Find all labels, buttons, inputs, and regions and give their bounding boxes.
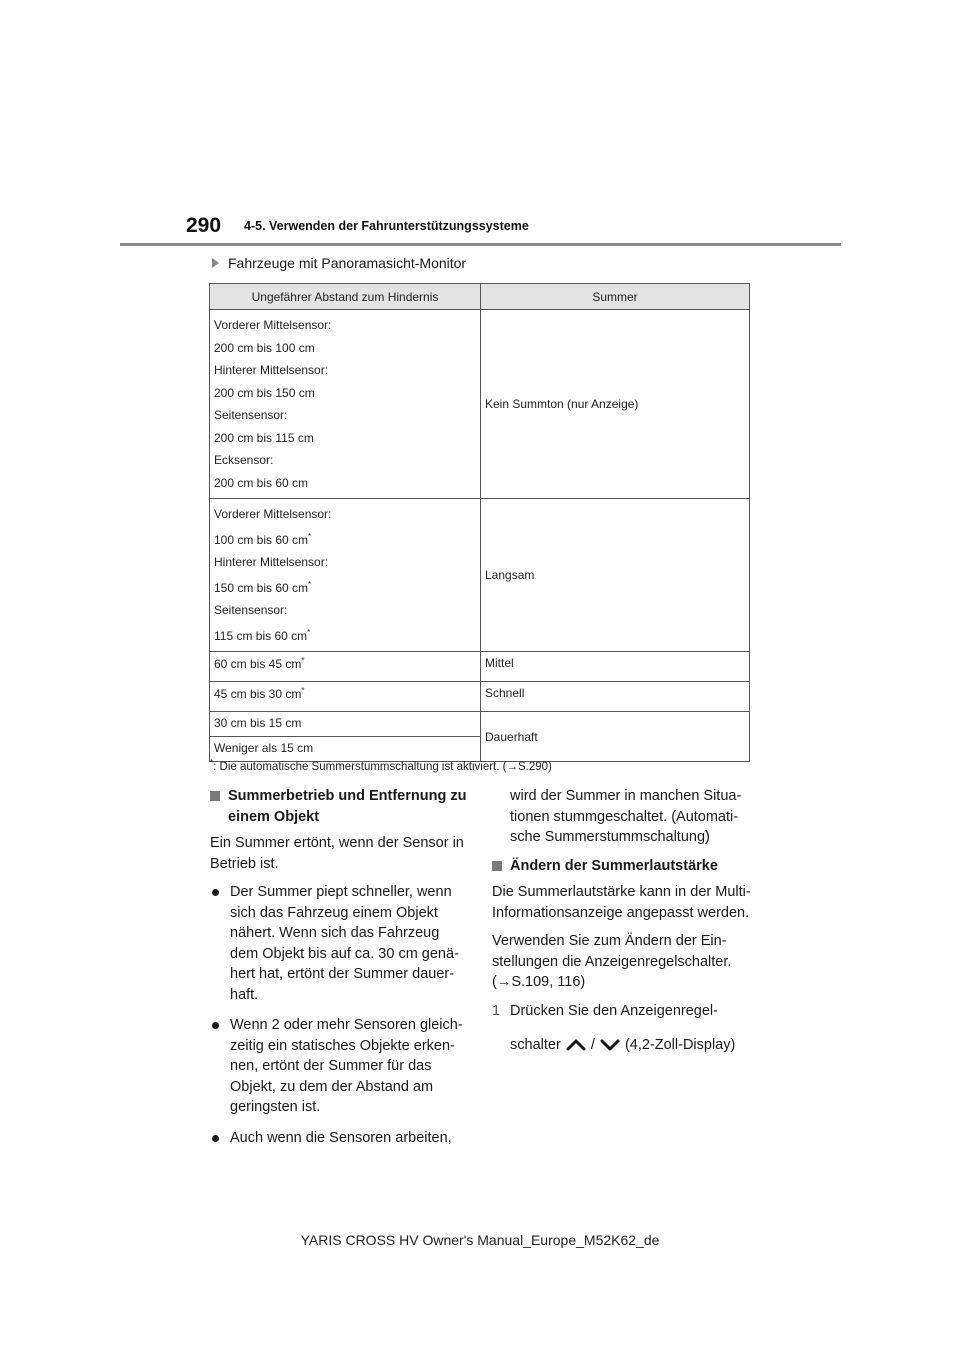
bullet-dot-icon	[212, 1022, 219, 1029]
chevron-up-icon	[565, 1038, 587, 1052]
cell-line: Vorderer Mittelsensor:	[214, 318, 332, 332]
table-header-buzzer: Summer	[481, 284, 750, 310]
triangle-marker-icon	[212, 258, 219, 268]
list-item	[210, 1128, 470, 1149]
distance-value: 60 cm bis 45 cm	[214, 657, 302, 671]
cell-line	[214, 574, 476, 600]
list-item	[210, 882, 470, 1005]
subheading-text: Fahrzeuge mit Panoramasicht-Monitor	[228, 255, 467, 271]
footnote-text: : Die automatische Summerstummschaltung ist aktiviert. (	[213, 760, 507, 773]
table-cell-distance: Weniger als 15 cm	[210, 737, 481, 762]
table-cell-buzzer: Kein Summton (nur Anzeige)	[481, 310, 750, 499]
square-bullet-icon	[492, 861, 502, 871]
table-cell-buzzer: Schnell	[481, 682, 750, 712]
list-item-text: Auch wenn die Sensoren arbeiten,	[230, 1129, 452, 1146]
footnote-reference: S.290)	[517, 760, 552, 773]
section-title: 4-5. Verwenden der Fahrunterstützungssysteme	[244, 219, 529, 233]
footnote-marker: *	[301, 656, 305, 665]
table-cell-distance	[210, 310, 481, 499]
table-footnote	[210, 758, 552, 773]
step-text: (4,2-Zoll-Display)	[624, 1037, 736, 1053]
bullet-dot-icon	[212, 1135, 219, 1142]
cell-line: 200 cm bis 115 cm	[214, 430, 314, 445]
table-row	[210, 310, 750, 499]
list-item	[210, 1015, 470, 1118]
cell-line: Hinterer Mittelsensor:	[214, 555, 329, 569]
heading-buzzer-volume	[492, 856, 752, 877]
distance-buzzer-table	[209, 283, 750, 762]
table-row	[210, 652, 750, 682]
table-cell-buzzer: Langsam	[481, 499, 750, 652]
table-header-row	[210, 284, 750, 310]
step-item	[492, 1001, 752, 1056]
cell-line: Ecksensor:	[214, 453, 274, 467]
distance-value: 45 cm bis 30 cm	[214, 687, 302, 701]
header-divider	[120, 243, 841, 246]
left-column	[210, 786, 470, 1158]
chevron-down-icon	[599, 1038, 621, 1052]
cell-line: Seitensensor:	[214, 408, 288, 422]
step-text: Drücken Sie den Anzeigenregel-	[510, 1002, 718, 1019]
page-reference: S.109, 116)	[511, 974, 586, 990]
table-row	[210, 712, 750, 737]
heading-buzzer-operation	[210, 786, 470, 827]
paragraph: Verwenden Sie zum Ändern der Ein-stellungen die Anzeigenregelschalter. (→S.109, 116)	[492, 933, 732, 990]
table-header-distance: Ungefährer Abstand zum Hindernis	[210, 284, 481, 310]
list-item-text: Der Summer piept schneller, wenn sich das Fahrzeug einem Objekt nähert. Wenn sich das Fahrzeug dem Objekt bis auf ca. 30 cm genä-hert hat, ertönt der Summer dauer-haft.	[230, 884, 459, 1003]
list-item-text: Wenn 2 oder mehr Sensoren gleich-zeitig ein statisches Objekte erken-nen, ertönt der Summer für das Objekt, zu dem der Abstand am geringsten ist.	[230, 1017, 463, 1115]
cell-line	[214, 526, 476, 552]
step-text-line	[510, 1035, 735, 1056]
heading-text: Summerbetrieb und Entfernung zu einem Objekt	[228, 788, 467, 825]
bullet-dot-icon	[212, 889, 219, 896]
distance-value: 115 cm bis 60 cm	[214, 628, 308, 643]
cell-line	[214, 622, 476, 648]
subheading	[212, 255, 466, 271]
page-footer: YARIS CROSS HV Owner's Manual_Europe_M52K62_de	[300, 1232, 660, 1248]
table-cell-distance: 30 cm bis 15 cm	[210, 712, 481, 737]
page-number: 290	[186, 214, 222, 237]
table-cell-distance	[210, 499, 481, 652]
paragraph: Die Summerlautstärke kann in der Multi-Informationsanzeige angepasst werden.	[492, 884, 751, 921]
cell-line: Seitensensor:	[214, 603, 288, 617]
footnote-marker: *	[308, 531, 312, 541]
distance-value: 150 cm bis 60 cm	[214, 580, 309, 595]
reference-arrow-icon: →	[506, 760, 518, 773]
step-content	[510, 1001, 735, 1056]
heading-text: Ändern der Summerlautstärke	[510, 857, 718, 874]
footnote-marker: *	[307, 627, 311, 637]
separator: /	[590, 1037, 595, 1053]
cell-line: Hinterer Mittelsensor:	[214, 363, 329, 377]
step-text: schalter	[510, 1037, 561, 1053]
footnote-marker: *	[308, 579, 312, 589]
right-column	[492, 786, 752, 1056]
paragraph: Ein Summer ertönt, wenn der Sensor in Betrieb ist.	[210, 835, 464, 872]
distance-value: 100 cm bis 60 cm	[214, 532, 309, 547]
paragraph-text: Verwenden Sie zum Ändern der Ein-stellungen die Anzeigenregelschalter.	[492, 933, 732, 970]
step-number: 1	[492, 1002, 501, 1019]
reference-arrow-icon: →	[496, 974, 512, 990]
footnote-marker: *	[301, 686, 305, 695]
table-row	[210, 499, 750, 652]
footnote-marker: *	[210, 758, 214, 767]
cell-line: 200 cm bis 100 cm	[214, 340, 315, 355]
cell-line: 200 cm bis 60 cm	[214, 475, 309, 490]
square-bullet-icon	[210, 791, 220, 801]
table-cell-distance	[210, 682, 481, 712]
cell-line: 200 cm bis 150 cm	[214, 385, 315, 400]
paragraph-continuation: wird der Summer in manchen Situa-tionen stummgeschaltet. (Automati-sche Summerstummschaltung)	[510, 788, 742, 845]
table-row	[210, 682, 750, 712]
table-cell-distance	[210, 652, 481, 682]
cell-line: Vorderer Mittelsensor:	[214, 507, 332, 521]
table-cell-buzzer: Mittel	[481, 652, 750, 682]
table-cell-buzzer: Dauerhaft	[481, 712, 750, 762]
